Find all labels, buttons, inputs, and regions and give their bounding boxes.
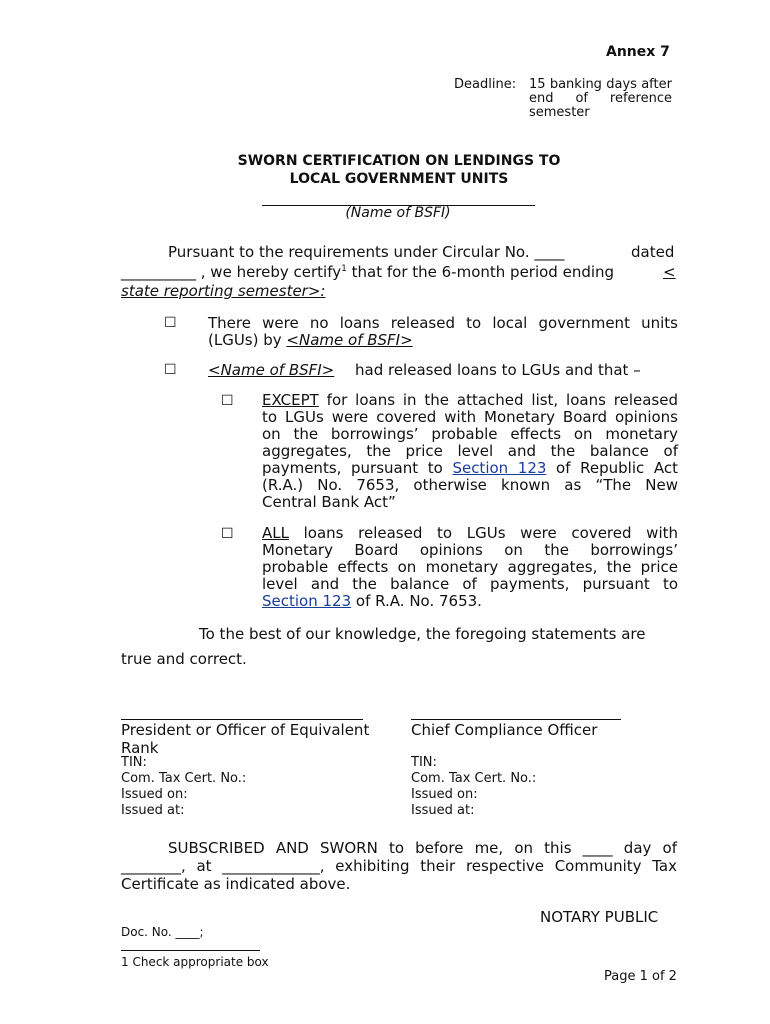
option-released-text: had released loans to LGUs and that – xyxy=(355,361,641,379)
signature-left-details: TIN: Com. Tax Cert. No.: Issued on: Issued at: xyxy=(121,755,247,818)
intro-line-1a: Pursuant to the requirements under Circular No. ____ xyxy=(168,243,565,261)
footnote-separator xyxy=(121,950,260,951)
sub-option-all-checkbox[interactable]: ☐ xyxy=(221,526,234,542)
section-123-link[interactable]: Section 123 xyxy=(452,459,547,477)
footnote: 1 Check appropriate box xyxy=(121,955,269,969)
option-no-loans-line-2: (LGUs) by <Name of BSFI> xyxy=(208,331,413,349)
option-no-loans-checkbox[interactable]: ☐ xyxy=(164,315,177,331)
document-title-line-2: LOCAL GOVERNMENT UNITS xyxy=(289,171,509,187)
deadline-line-2: end of reference xyxy=(529,91,672,106)
option-no-loans-line-1: There were no loans released to local government units xyxy=(208,314,678,332)
deadline-line-1: 15 banking days after xyxy=(529,77,672,92)
jurat-paragraph: SUBSCRIBED AND SWORN to before me, on this ____ day of ________, at _____________, exhibiting their respective Community Tax Certificate as indicated above. xyxy=(121,839,677,893)
bsfi-name-caption: (Name of BSFI) xyxy=(345,205,451,221)
closing-line-1: To the best of our knowledge, the foregoing statements are xyxy=(199,625,646,643)
sub-option-all-text: ALL loans released to LGUs were covered with Monetary Board opinions on the borrowings’ probable effects on monetary aggregates, the price level and the balance of payments, pursuant to Section 123 of R.A. No. 7653. xyxy=(262,524,678,610)
sub-option-except-text: EXCEPT for loans in the attached list, loans released to LGUs were covered with Monetary Board opinions on the borrowings’ probable effects on monetary aggregates, the price level and the balance of payments, pursuant to Section 123 of Republic Act (R.A.) No. 7653, otherwise known as “The New Central Bank Act” xyxy=(262,391,678,511)
signature-left-block: President or Officer of Equivalent Rank xyxy=(121,721,370,757)
notary-public: NOTARY PUBLIC xyxy=(540,908,659,926)
section-123-link-2[interactable]: Section 123 xyxy=(262,592,352,610)
annex-label: Annex 7 xyxy=(606,44,670,60)
intro-line-3: state reporting semester>: xyxy=(121,282,326,300)
signature-right-title: Chief Compliance Officer xyxy=(411,721,598,739)
deadline-label: Deadline: xyxy=(454,77,517,92)
signature-line-left xyxy=(121,719,363,720)
signature-right-details: TIN: Com. Tax Cert. No.: Issued on: Issued at: xyxy=(411,755,537,818)
intro-line-2: __________ , we hereby certify$^1$ that for the 6-month period ending xyxy=(121,263,615,281)
closing-line-2: true and correct. xyxy=(121,650,247,668)
intro-line-1b: dated xyxy=(631,243,675,261)
page-number: Page 1 of 2 xyxy=(604,969,677,984)
option-released-loans-checkbox[interactable]: ☐ xyxy=(164,362,177,378)
signature-line-right xyxy=(411,719,621,720)
document-title-line-1: SWORN CERTIFICATION ON LENDINGS TO xyxy=(237,153,561,169)
deadline-line-3: semester xyxy=(529,105,590,120)
doc-number: Doc. No. ____; xyxy=(121,925,204,939)
sub-option-except-checkbox[interactable]: ☐ xyxy=(221,393,234,409)
intro-line-2c: < xyxy=(663,263,676,281)
option-released-bsfi-name: <Name of BSFI> xyxy=(208,361,335,379)
